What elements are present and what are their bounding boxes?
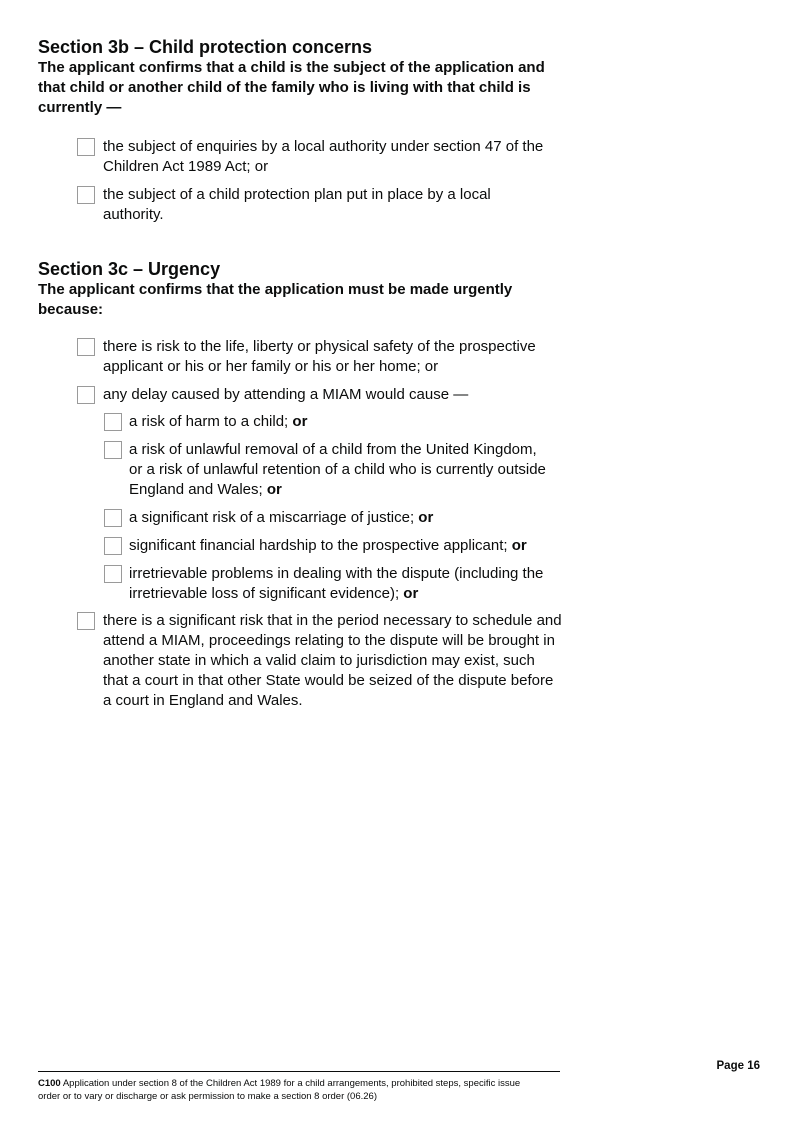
checkbox[interactable]: [104, 413, 122, 431]
option-text: a risk of harm to a child; or: [129, 413, 308, 430]
option-text: the subject of enquiries by a local authority under section 47 of the Children Act 1989 Act; or: [103, 138, 544, 175]
option-text: there is a significant risk that in the period necessary to schedule and attend a MIAM, proceedings relating to the dispute will be brought in another state in which a valid claim to jurisdiction may exist, such that a court in that other State would be seized of the dispute before a court in England and Wales.: [103, 612, 562, 709]
option-text: a significant risk of a miscarriage of justice; or: [129, 509, 434, 526]
option-text: there is risk to the life, liberty or physical safety of the prospective applicant or his or her family or his or her home; or: [103, 338, 536, 375]
option-text: a risk of unlawful removal of a child from the United Kingdom, or a risk of unlawful retention of a child who is currently outside England and Wales; or: [129, 441, 546, 498]
page-number: Page 16: [716, 1060, 760, 1072]
footer-divider: [38, 1071, 560, 1072]
checkbox[interactable]: [77, 612, 95, 630]
checkbox[interactable]: [104, 441, 122, 459]
checkbox[interactable]: [77, 186, 95, 204]
option-text: the subject of a child protection plan put in place by a local authority.: [103, 186, 491, 223]
section-3c-title: Section 3c – Urgency: [38, 259, 221, 279]
checkbox[interactable]: [104, 565, 122, 583]
checkbox[interactable]: [77, 386, 95, 404]
footer-text: [38, 1077, 538, 1103]
section-3b-title: Section 3b – Child protection concerns: [38, 37, 373, 57]
checkbox[interactable]: [77, 338, 95, 356]
form-code: C100: [38, 1078, 61, 1089]
section-3c-intro: The applicant confirms that the application must be made urgently because:: [38, 281, 513, 318]
checkbox[interactable]: [104, 537, 122, 555]
checkbox[interactable]: [104, 509, 122, 527]
checkbox[interactable]: [77, 138, 95, 156]
option-text: any delay caused by attending a MIAM would cause —: [103, 386, 469, 403]
form-description: Application under section 8 of the Children Act 1989 for a child arrangements, prohibited steps, specific issue order or to vary or discharge or ask permission to make a section 8 order (06.26): [38, 1078, 521, 1102]
option-text: irretrievable problems in dealing with the dispute (including the irretrievable loss of significant evidence); or: [129, 565, 544, 602]
option-text: significant financial hardship to the prospective applicant; or: [129, 537, 527, 554]
section-3b-intro: The applicant confirms that a child is the subject of the application and that child or another child of the family who is living with that child is currently —: [38, 59, 545, 116]
